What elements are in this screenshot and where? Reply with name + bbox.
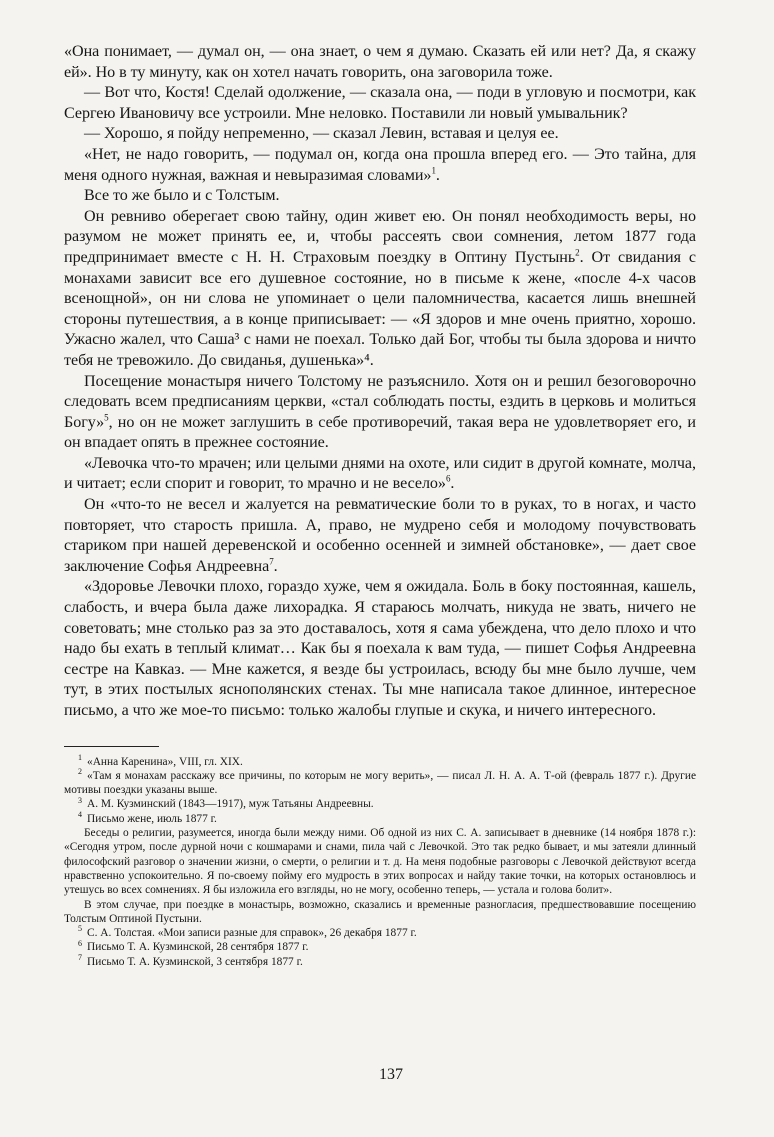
page-number: 137: [379, 1066, 403, 1083]
footnote: Беседы о религии, разумеется, иногда были между ними. Об одной из них С. А. записывает в дневнике (14 ноября 1878 г.): «Сегодня утром, после дурной ночи с кошмарами и снами, пила чай с Левочкой. Это так редко бывает, и мы затеяли длинный философский разговор о значении жизни, о смерти, о религии и т. д. На меня подобные разговоры с Левочкой действуют всегда нравственно успокоительно. Я по-своему пойму его мудрость в этих вопросах и найду такие точки, на которых остановлюсь и утешусь во всех сомнениях. Я бы изложила его взгляды, но не могу, особенно теперь, — устала и голова болит».: [64, 827, 696, 897]
paragraph: Он «что-то не весел и жалуется на ревматические боли то в руках, то в ногах, и часто повторяет, что старость пришла. А, право, не мудрено себя и молодому почувствовать стариком при нашей деревенской и особенно осенней и зимней обстановке», — дает свое заключение Софья Андреевна$^7$.: [64, 496, 696, 575]
footnote: $^5$ С. А. Толстая. «Мои записи разные для справок», 26 декабря 1877 г.: [78, 924, 417, 940]
main-text: [64, 42, 696, 722]
paragraph: «Нет, не надо говорить, — подумал он, когда она прошла вперед его. — Это тайна, для меня одного нужная, важная и невыразимая словами»$^1$.: [64, 145, 696, 184]
paragraph: Все то же было и с Толстым.: [84, 187, 280, 205]
paragraph: — Хорошо, я пойду непременно, — сказал Левин, вставая и целуя ее.: [84, 125, 559, 143]
footnote-ref: 5: [104, 412, 109, 423]
footnote: $^3$ А. М. Кузминский (1843—1917), муж Татьяны Андреевны.: [78, 795, 374, 811]
paragraph: «Она понимает, — думал он, — она знает, о чем я думаю. Сказать ей или нет? Да, я скажу ей». Но в ту минуту, как он хотел начать говорить, она заговорила тоже.: [64, 43, 696, 81]
footnote-ref: 1: [431, 165, 436, 176]
paragraph: — Вот что, Костя! Сделай одолжение, — сказала она, — поди в угловую и посмотри, как Сергею Ивановичу все устроили. Мне неловко. Поставили ли новый умывальник?: [64, 84, 696, 122]
footnote: $^1$ «Анна Каренина», VIII, гл. XIX.: [78, 752, 243, 768]
footnote-ref: 2: [575, 247, 580, 258]
footnotes: [64, 752, 696, 969]
footnote-ref: 6: [445, 474, 451, 485]
paragraph: «Здоровье Левочки плохо, гораздо хуже, чем я ожидала. Боль в боку постоянная, кашель, слабость, и вчера была даже лихорадка. Я стараюсь молчать, никуда не звать, ничего не советовать; мне столько раз за это доставалось, хотя я сама убеждена, что дело плохо и что надо бы ехать в теплый климат… Как бы я поехала к вам туда, — пишет Софья Андреевна сестре на Кавказ. — Мне кажется, я везде бы устроилась, всюду бы мне было лучше, чем тут, в этих постылых яснополянских стенах. Ты мне написала такое длинное, интересное письмо, а что же мое-то письмо: только жалобы глупые и скука, и ничего интересного.: [64, 578, 696, 719]
footnote: В этом случае, при поездке в монастырь, возможно, сказались и временные разногласия, предшествовавшие посещению Толстым Оптиной Пустыни.: [64, 898, 696, 925]
footnote: $^4$ Письмо жене, июль 1877 г.: [78, 809, 217, 825]
footnote-divider: [64, 746, 159, 747]
paragraph: Посещение монастыря ничего Толстому не разъяснило. Хотя он и решил безоговорочно следовать всем предписаниям церкви, «стал соблюдать посты, ездить в церковь и молиться Богу»$^5$, но он не может заглушить в себе противоречий, такая вера не удовлетворяет его, и он впадает опять в прежнее состояние.: [64, 372, 696, 452]
paragraph: Он ревниво оберегает свою тайну, один живет ею. Он понял необходимость веры, но разумом не может принять ее, и, чтобы рассеять свои сомнения, летом 1877 года предпринимает вместе с Н. Н. Страховым поездку в Оптину Пустынь$^2$. От свидания с монахами зависит все его душевное состояние, но в письме к жене, «после 4-х часов всенощной», он ни слова не упоминает о цели паломничества, касается лишь внешней стороны путешествия, а в конце приписывает: — «Я здоров и мне очень приятно, хорошо. Ужасно жалел, что Саша³ с нами не поехал. Только дай Бог, чтобы ты была здорова и ничто тебя не тревожило. До свиданья, душенька»⁴.: [64, 207, 696, 369]
footnote: $^6$ Письмо Т. А. Кузминской, 28 сентября 1877 г.: [78, 938, 309, 954]
footnote: $^2$ «Там я монахам расскажу все причины, по которым не могу верить», — писал Л. Н. А. А. Т-ой (февраль 1877 г.). Другие мотивы поездки указаны выше.: [64, 767, 696, 797]
footnote: $^7$ Письмо Т. А. Кузминской, 3 сентября 1877 г.: [78, 952, 303, 968]
paragraph: «Левочка что-то мрачен; или целыми днями на охоте, или сидит в другой комнате, молча, и читает; если спорит и говорит, то мрачно и не весело»$^6$.: [64, 454, 696, 493]
footnote-ref: 7: [269, 556, 274, 567]
